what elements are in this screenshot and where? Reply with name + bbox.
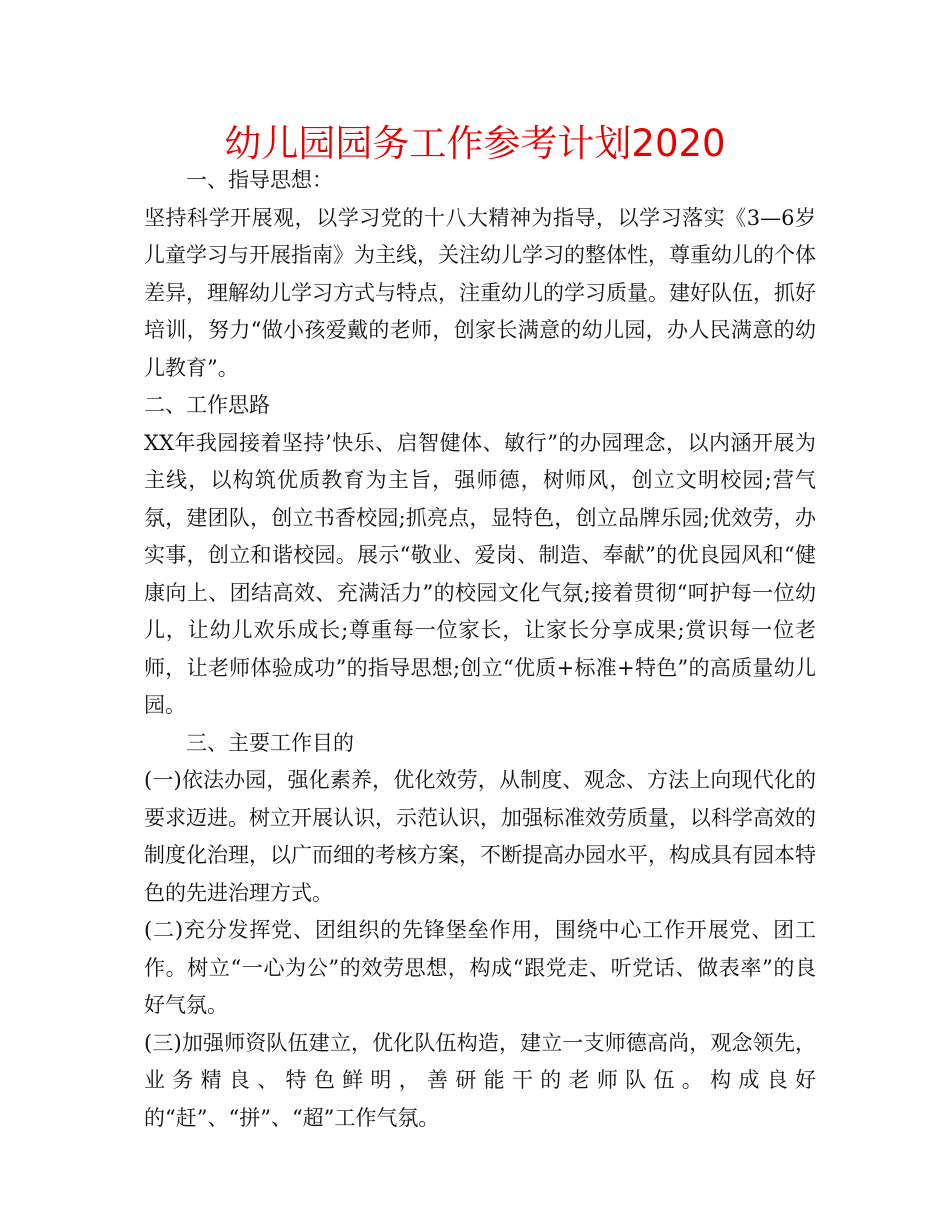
section-heading-work-ideas: 二、工作思路 — [144, 393, 270, 417]
paragraph-goal-two: (二)充分发挥党、团组织的先锋堡垒作用，围绕中心工作开展党、团工作。树立“一心为公”的效劳思想，构成“跟党走、听党话、做表率”的良好气氛。 — [144, 918, 816, 1017]
paragraph-work-ideas: XX年我园接着坚持’快乐、启智健体、敏行”的办园理念，以内涵开展为主线，以构筑优质教育为主旨，强师德，树师风，创立文明校园;营气氛，建团队，创立书香校园;抓亮点，显特色，创立品牌乐园;优效劳，办实事，创立和谐校园。展示“敬业、爱岗、制造、奉献”的优良园风和“健康向上、团结高效、充满活力”的校园文化气氛;接着贯彻“呵护每一位幼儿，让幼儿欢乐成长;尊重每一位家长，让家长分享成果;赏识每一位老师，让老师体验成功”的指导思想;创立“优质+标准+特色”的高质量幼儿园。 — [144, 430, 816, 717]
document-body — [144, 162, 816, 1137]
paragraph-goal-one: (一)依法办园，强化素养，优化效劳，从制度、观念、方法上向现代化的要求迈进。树立开展认识，示范认识，加强标准效劳质量，以科学高效的制度化治理，以广而细的考核方案，不断提高办园水平，构成具有园本特色的先进治理方式。 — [144, 768, 816, 905]
paragraph-guiding-thought: 坚持科学开展观，以学习党的十八大精神为指导，以学习落实《3—6岁儿童学习与开展指南》为主线，关注幼儿学习的整体性，尊重幼儿的个体差异，理解幼儿学习方式与特点，注重幼儿的学习质量。建好队伍，抓好培训，努力“做小孩爱戴的老师，创家长满意的幼儿园，办人民满意的幼儿教育”。 — [144, 205, 816, 380]
section-heading-main-goals: 三、主要工作目的 — [186, 730, 354, 755]
paragraph-goal-three: (三)加强师资队伍建立，优化队伍构造，建立一支师德高尚，观念领先，业务精良、特色鲜明，善研能干的老师队伍。构成良好的“赶”、“拼”、“超”工作气氛。 — [144, 1030, 816, 1130]
document-title: 幼儿园园务工作参考计划2020 — [224, 122, 726, 165]
section-heading-guiding-thought: 一、指导思想： — [186, 168, 333, 192]
